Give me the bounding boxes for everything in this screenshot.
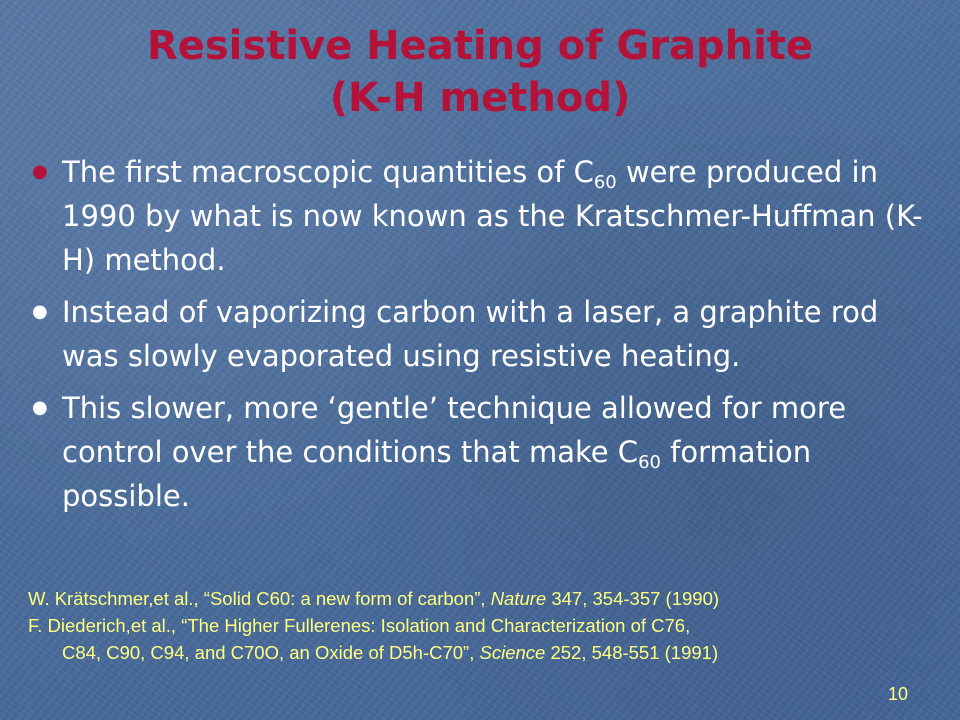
page-number: 10	[887, 684, 908, 704]
bullet-dot-icon: ●	[32, 301, 48, 322]
bullet-dot-icon: ●	[32, 161, 48, 182]
slide-title	[0, 20, 960, 124]
reference-text: W. Krätschmer,et al., “Solid C60: a new form of carbon”,	[28, 588, 491, 609]
reference-text: 252, 548-551 (1991)	[545, 642, 719, 663]
subscript: 60	[593, 172, 617, 193]
reference-2-line-2	[28, 639, 938, 666]
journal-name: Science	[479, 642, 546, 663]
bullet-text: formation possible.	[62, 435, 812, 513]
title-line-2: (K-H method)	[329, 75, 631, 121]
bullet-text: Instead of vaporizing carbon with a laser, a graphite rod was slowly evaporated using resistive heating.	[62, 295, 879, 373]
reference-text: C84, C90, C94, and C70O, an Oxide of D5h-C70”,	[62, 642, 480, 663]
reference-1	[28, 585, 938, 612]
bullet-item-1	[30, 150, 940, 282]
reference-text: 347, 354-357 (1990)	[546, 588, 720, 609]
bullet-list	[30, 150, 940, 526]
bullet-text: The first macroscopic quantities of C	[62, 155, 594, 189]
reference-2-line-1: F. Diederich,et al., “The Higher Fullerenes: Isolation and Characterization of C76,	[28, 615, 691, 636]
references	[28, 585, 938, 666]
journal-name: Nature	[490, 588, 547, 609]
title-line-1: Resistive Heating of Graphite	[146, 23, 814, 69]
bullet-dot-icon: ●	[32, 397, 48, 418]
bullet-text: This slower, more ‘gentle’ technique allowed for more control over the conditions that make C	[62, 391, 847, 469]
subscript: 60	[638, 452, 661, 473]
bullet-item-2	[30, 290, 940, 378]
bullet-text: were produced in 1990 by what is now known as the Kratschmer-Huffman (K-H) method.	[62, 155, 923, 277]
bullet-item-3	[30, 386, 940, 518]
